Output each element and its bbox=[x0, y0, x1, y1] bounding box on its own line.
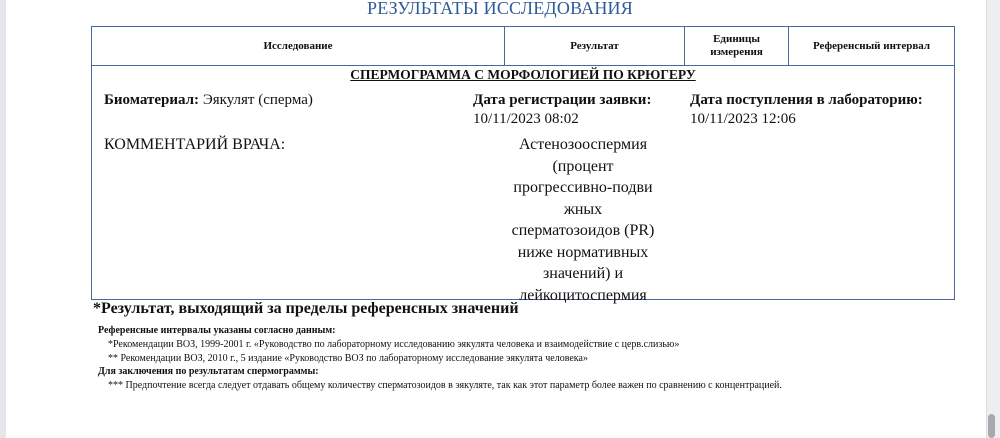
page-title: РЕЗУЛЬТАТЫ ИССЛЕДОВАНИЯ bbox=[367, 0, 633, 18]
lab-arrival-field bbox=[690, 91, 923, 129]
table-header-row bbox=[92, 27, 954, 66]
vertical-scrollbar-track[interactable] bbox=[986, 0, 1000, 438]
header-study: Исследование bbox=[263, 39, 333, 52]
conclusion-heading: Для заключения по результатам спермограммы: bbox=[98, 366, 319, 378]
reference-notes bbox=[98, 324, 782, 393]
vertical-scrollbar-thumb[interactable] bbox=[988, 414, 995, 438]
comment-line: ниже нормативных bbox=[517, 243, 649, 261]
biomaterial-label: Биоматериал: bbox=[104, 92, 200, 108]
comment-line: Астенозооспермия bbox=[518, 136, 648, 153]
reference-heading: Референсные интервалы указаны согласно данным: bbox=[98, 325, 336, 336]
registration-date-field bbox=[473, 91, 651, 129]
reference-item: ** Рекомендации ВОЗ, 2010 г., 5 издание «Руководство ВОЗ по лабораторному исследование эякулята человека» bbox=[108, 352, 588, 364]
registration-date-value: 10/11/2023 08:02 bbox=[473, 111, 579, 127]
reference-item: *Рекомендации ВОЗ, 1999-2001 г. «Руководство по лабораторному исследованию эякулята человека и взаимодействие с церв.слизью» bbox=[108, 338, 680, 350]
comment-line: прогрессивно-подви bbox=[513, 179, 653, 196]
out-of-range-footnote: *Результат, выходящий за пределы референсных значений bbox=[93, 300, 519, 317]
header-reference-interval: Референсный интервал bbox=[788, 27, 954, 65]
header-units: Единицы измерения bbox=[684, 27, 788, 65]
biomaterial-field bbox=[104, 91, 313, 110]
comment-line: лейкоцитоспермия bbox=[519, 286, 647, 304]
doctor-comment-text bbox=[502, 134, 664, 306]
header-result: Результат bbox=[504, 27, 684, 65]
left-window-edge bbox=[0, 0, 6, 438]
lab-arrival-value: 10/11/2023 12:06 bbox=[690, 111, 796, 127]
biomaterial-value: Эякулят (сперма) bbox=[202, 92, 313, 108]
doctor-comment-label: КОММЕНТАРИЙ ВРАЧА: bbox=[104, 136, 286, 153]
lab-arrival-label: Дата поступления в лабораторию: bbox=[690, 92, 923, 108]
comment-line: значений) и bbox=[542, 265, 624, 282]
results-table bbox=[91, 26, 955, 304]
comment-line: сперматозоидов (PR) bbox=[511, 222, 655, 239]
section-title: СПЕРМОГРАММА С МОРФОЛОГИЕЙ ПО КРЮГЕРУ bbox=[350, 67, 696, 82]
conclusion-item: *** Предпочтение всегда следует отдавать общему количеству сперматозоидов в эякуляте, так как этот параметр более важен по сравнению с концентрацией. bbox=[108, 380, 782, 392]
comment-line: жных bbox=[563, 200, 603, 218]
comment-line: (процент bbox=[552, 157, 614, 175]
registration-date-label: Дата регистрации заявки: bbox=[473, 92, 652, 108]
